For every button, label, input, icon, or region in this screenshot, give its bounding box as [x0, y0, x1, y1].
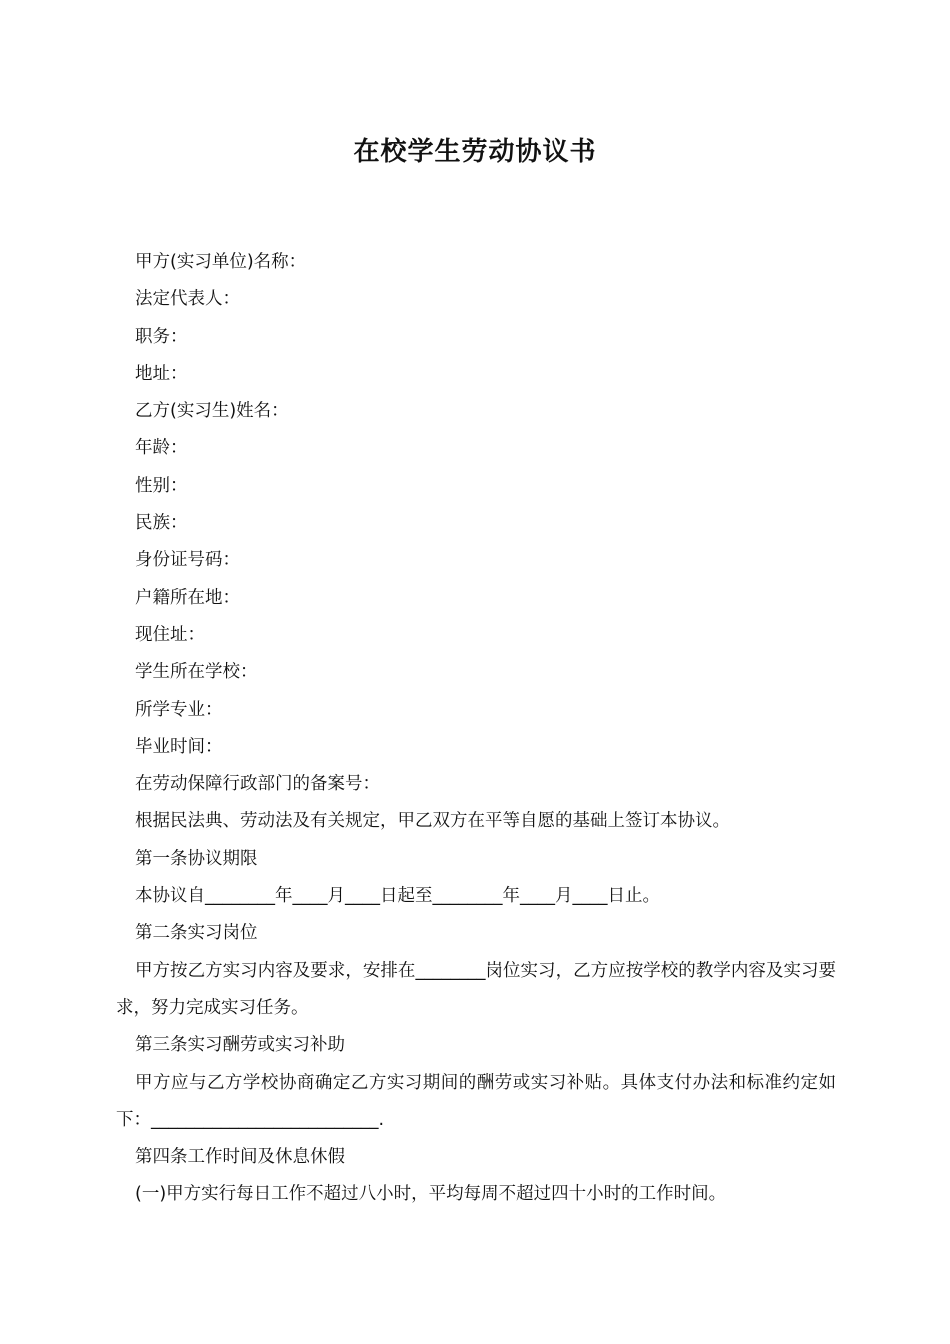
article-2-text: 甲方按乙方实习内容及要求，安排在________岗位实习，乙方应按学校的教学内容及实习要求，努力完成实习任务。 [116, 960, 836, 1018]
field-address: 地址： [135, 363, 188, 384]
field-gender: 性别： [135, 475, 188, 496]
intro-paragraph: 根据民法典、劳动法及有关规定，甲乙双方在平等自愿的基础上签订本协议。 [135, 811, 730, 832]
field-age: 年龄： [135, 438, 188, 459]
field-employer-name: 甲方(实习单位)名称： [135, 252, 307, 272]
field-household-registration: 户籍所在地： [135, 587, 240, 608]
field-position: 职务： [135, 326, 188, 347]
field-filing-number: 在劳动保障行政部门的备案号： [135, 774, 380, 795]
article-1-heading: 第一条协议期限 [135, 848, 258, 869]
article-1-text: 本协议自________年____月____日起至________年____月____日止。 [135, 886, 660, 907]
field-school: 学生所在学校： [135, 662, 258, 683]
field-graduation-time: 毕业时间： [135, 736, 223, 757]
article-3-heading: 第三条实习酬劳或实习补助 [135, 1035, 345, 1056]
article-4-item-1: (一)甲方实行每日工作不超过八小时，平均每周不超过四十小时的工作时间。 [135, 1184, 727, 1205]
field-legal-representative: 法定代表人： [135, 289, 240, 310]
field-intern-name: 乙方(实习生)姓名： [135, 401, 289, 422]
field-ethnicity: 民族： [135, 513, 188, 534]
field-current-address: 现住址： [135, 624, 205, 645]
article-3-text: 甲方应与乙方学校协商确定乙方实习期间的酬劳或实习补贴。具体支付办法和标准约定如下：__________________________. [116, 1072, 836, 1130]
document-title: 在校学生劳动协议书 [353, 137, 597, 167]
article-4-heading: 第四条工作时间及休息休假 [135, 1147, 345, 1168]
field-id-number: 身份证号码： [135, 550, 240, 571]
article-2-heading: 第二条实习岗位 [135, 923, 258, 944]
field-major: 所学专业： [135, 699, 223, 720]
document-body [116, 244, 836, 1214]
